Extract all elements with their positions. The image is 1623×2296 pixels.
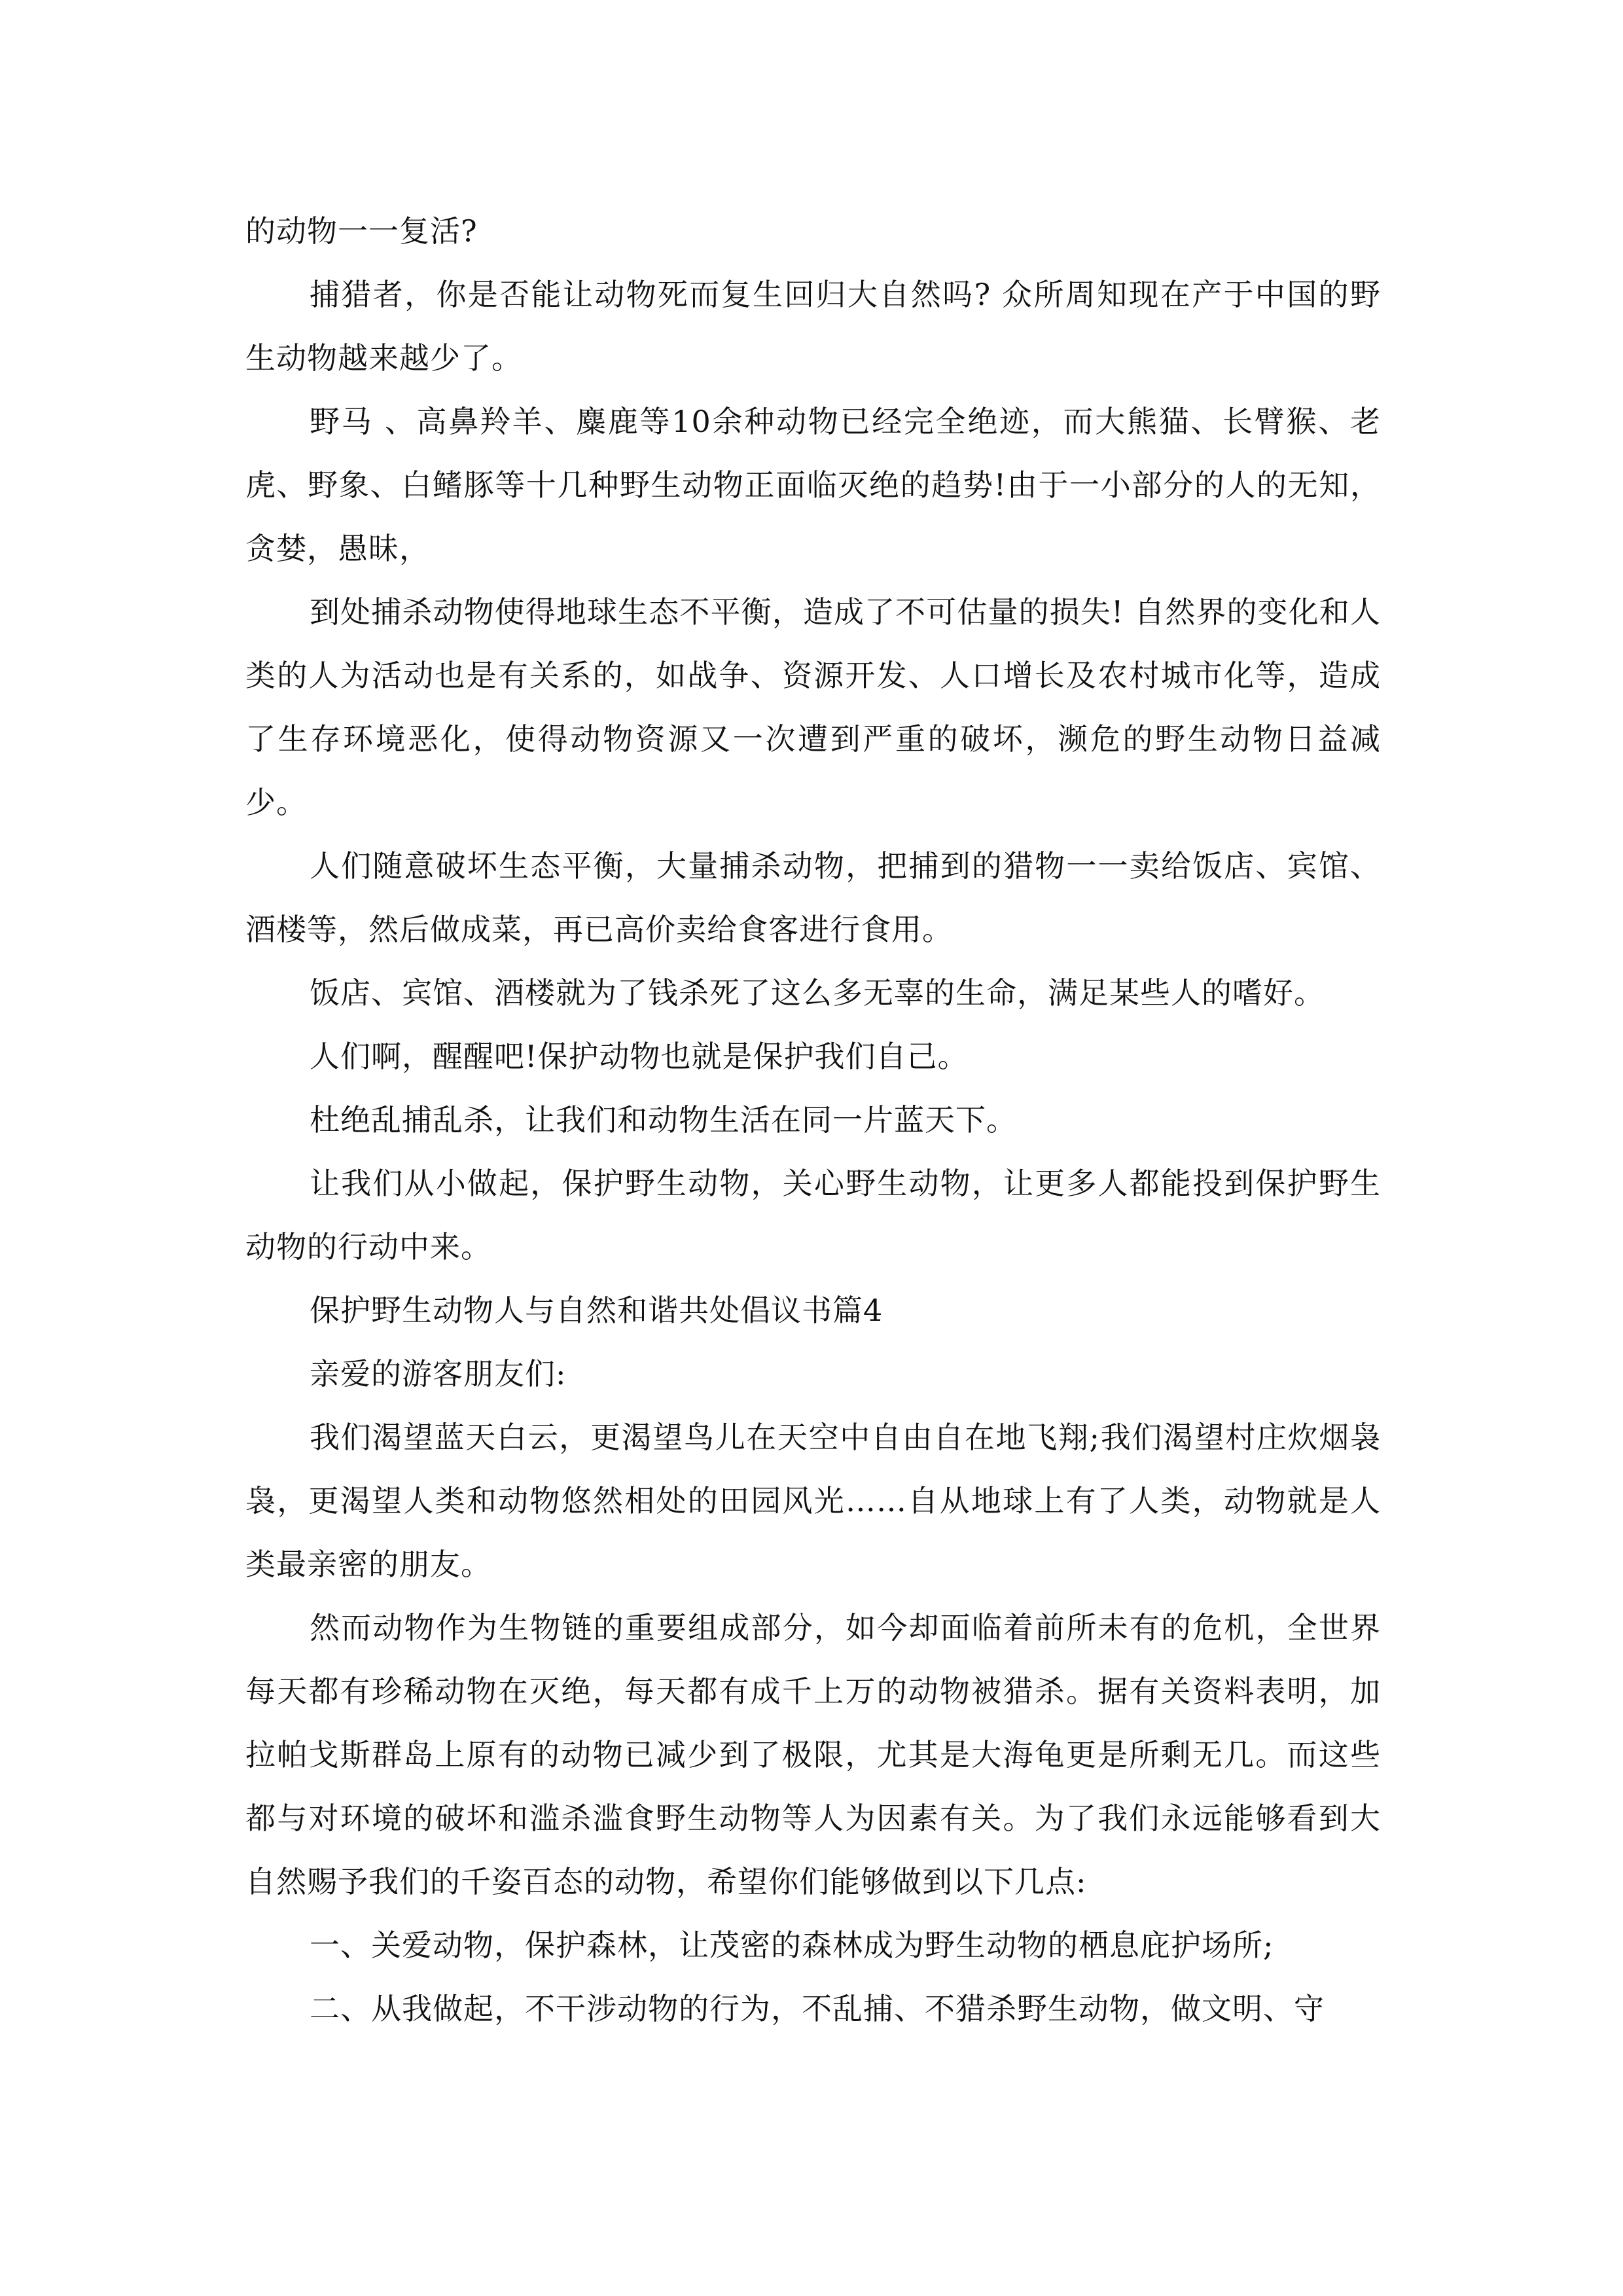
- paragraph: 到处捕杀动物使得地球生态不平衡，造成了不可估量的损失! 自然界的变化和人类的人为活动也是有关系的，如战争、资源开发、人口增长及农村城市化等，造成了生存环境恶化，使得动物资源又一次遭到严重的破坏，濒危的野生动物日益减少。: [245, 594, 1381, 820]
- list-item: 二、从我做起，不干涉动物的行为，不乱捕、不猎杀野生动物，做文明、守: [310, 1991, 1325, 2026]
- paragraph: 人们随意破坏生态平衡，大量捕杀动物，把捕到的猎物一一卖给饭店、宾馆、酒楼等，然后做成菜，再已高价卖给食客进行食用。: [245, 848, 1381, 947]
- paragraph: 捕猎者，你是否能让动物死而复生回归大自然吗? 众所周知现在产于中国的野生动物越来越少了。: [245, 277, 1381, 376]
- paragraph: 饭店、宾馆、酒楼就为了钱杀死了这么多无辜的生命，满足某些人的嗜好。: [310, 975, 1325, 1011]
- paragraph: 人们啊，醒醒吧!保护动物也就是保护我们自己。: [310, 1039, 969, 1074]
- salutation: 亲爱的游客朋友们:: [310, 1356, 567, 1391]
- paragraph: 我们渴望蓝天白云，更渴望鸟儿在天空中自由自在地飞翔;我们渴望村庄炊烟袅袅，更渴望人类和动物悠然相处的田园风光……自从地球上有了人类，动物就是人类最亲密的朋友。: [245, 1420, 1381, 1582]
- paragraph: 杜绝乱捕乱杀，让我们和动物生活在同一片蓝天下。: [310, 1102, 1017, 1138]
- paragraph: 野马 、高鼻羚羊、麋鹿等10余种动物已经完全绝迹，而大熊猫、长臂猴、老虎、野象、白鳍豚等十几种野生动物正面临灭绝的趋势!由于一小部分的人的无知，贪婪，愚昧，: [245, 404, 1381, 566]
- document-body: [245, 200, 1381, 2041]
- paragraph: 然而动物作为生物链的重要组成部分，如今却面临着前所未有的危机，全世界每天都有珍稀动物在灭绝，每天都有成千上万的动物被猎杀。据有关资料表明，加拉帕戈斯群岛上原有的动物已减少到了极限，尤其是大海龟更是所剩无几。而这些都与对环境的破坏和滥杀滥食野生动物等人为因素有关。为了我们永远能够看到大自然赐予我们的千姿百态的动物，希望你们能够做到以下几点:: [245, 1610, 1381, 1899]
- section-heading: 保护野生动物人与自然和谐共处倡议书篇4: [310, 1293, 883, 1328]
- list-item: 一、关爱动物，保护森林，让茂密的森林成为野生动物的栖息庇护场所;: [310, 1928, 1274, 1963]
- paragraph: 让我们从小做起，保护野生动物，关心野生动物，让更多人都能投到保护野生动物的行动中来。: [245, 1166, 1381, 1265]
- paragraph-continuation: 的动物一一复活?: [245, 213, 478, 249]
